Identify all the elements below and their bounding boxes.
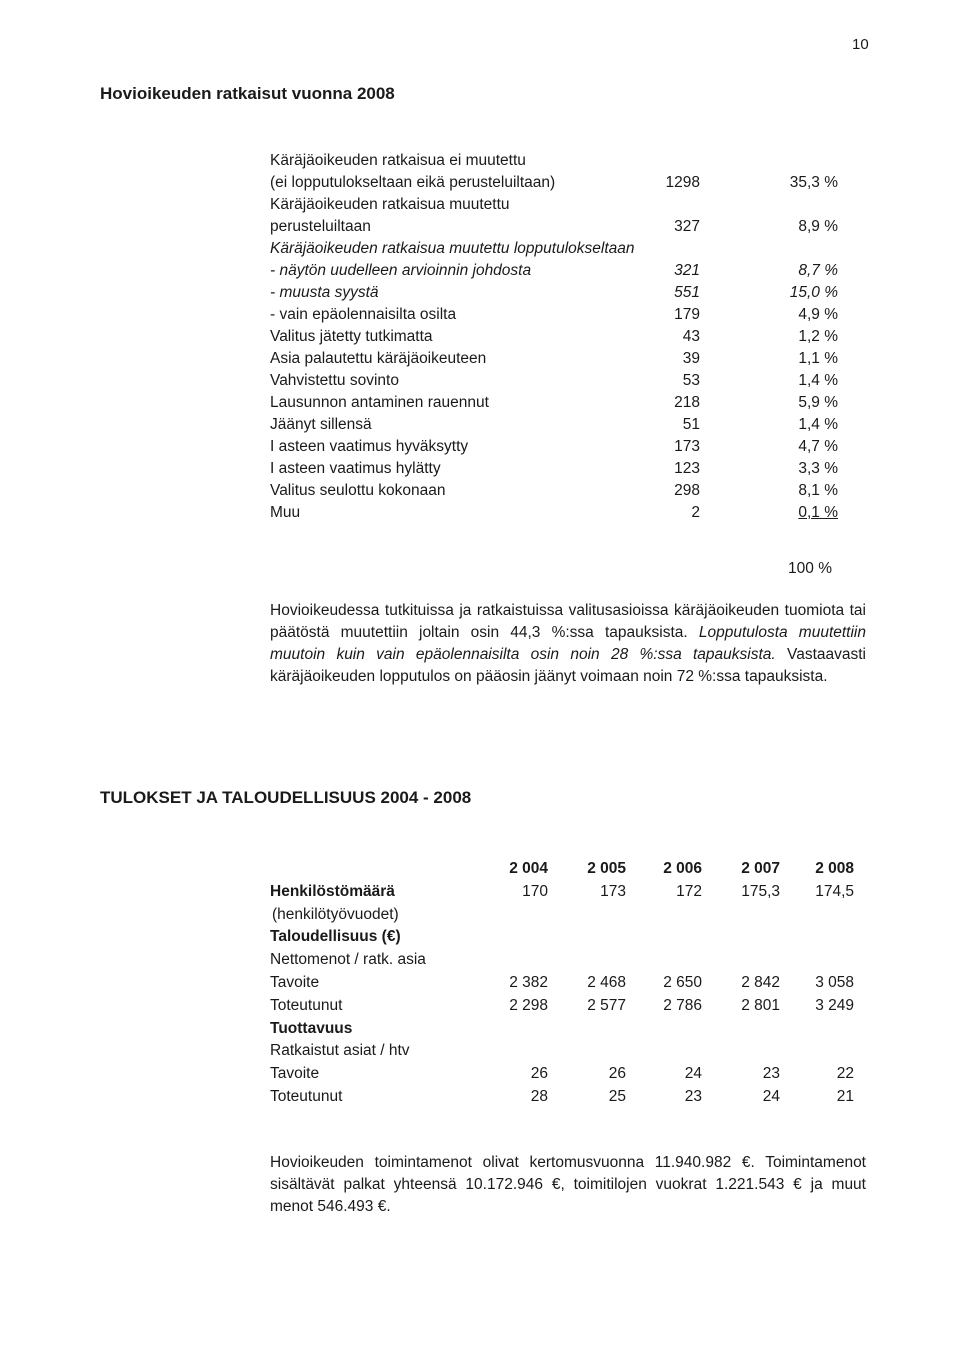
decision-count: 173 [674, 438, 700, 455]
decision-label: - näytön uudelleen arvioinnin johdosta [270, 262, 532, 279]
results-row-label: Taloudellisuus (€) [270, 928, 401, 946]
results-cell: 25 [608, 1087, 626, 1105]
results-row [270, 1040, 860, 1063]
results-cell: 2 468 [587, 973, 626, 991]
year-header: 2 004 [509, 860, 548, 877]
decision-row [270, 216, 850, 238]
results-row-label: Tavoite [270, 973, 320, 991]
results-row [270, 972, 860, 995]
results-row-label: Toteutunut [270, 1087, 343, 1105]
decision-label: perusteluiltaan [270, 218, 371, 235]
decision-label: Valitus jätetty tutkimatta [270, 328, 433, 345]
decision-percent: 1,2 % [798, 328, 838, 345]
decisions-list [270, 150, 850, 524]
decision-label: Asia palautettu käräjäoikeuteen [270, 350, 487, 367]
results-cell: 3 249 [815, 996, 854, 1014]
decision-label: I asteen vaatimus hyväksytty [270, 438, 469, 455]
decision-label: Jäänyt sillensä [270, 416, 372, 433]
results-cell: 24 [762, 1087, 780, 1105]
results-table [270, 858, 860, 1109]
results-cell: 21 [836, 1087, 854, 1105]
decisions-summary-paragraph [270, 600, 866, 688]
section-title-results: TULOKSET JA TALOUDELLISUUS 2004 - 2008 [100, 788, 472, 807]
results-cell: 2 786 [663, 996, 702, 1014]
results-row [270, 926, 860, 949]
results-row [270, 995, 860, 1018]
decision-count: 321 [674, 262, 700, 279]
decision-count: 123 [674, 460, 700, 477]
decision-count: 218 [674, 394, 700, 411]
decision-label: I asteen vaatimus hylätty [270, 460, 441, 477]
summary-text-part2: Lopputulosta muutettiin muutoin kuin vain epäolennaisilta osin noin 28 %:ssa tapauksista. [270, 624, 866, 663]
year-header: 2 005 [587, 860, 626, 877]
results-header-row [270, 858, 860, 881]
decision-percent: 35,3 % [789, 174, 838, 191]
decision-count: 1298 [665, 174, 700, 191]
results-cell: 2 801 [741, 996, 780, 1014]
results-row [270, 1018, 860, 1041]
year-header: 2 006 [663, 860, 702, 877]
decision-label: - muusta syystä [270, 284, 379, 301]
decision-count: 298 [674, 482, 700, 499]
decision-row [270, 260, 850, 282]
decision-count: 53 [682, 372, 700, 389]
results-cell: 172 [676, 882, 702, 900]
decision-row [270, 502, 850, 524]
decision-label: Käräjäoikeuden ratkaisua muutettu lopputulokseltaan [270, 240, 635, 257]
decision-row [270, 414, 850, 436]
results-row-label: Tuottavuus [270, 1019, 353, 1037]
decision-row [270, 150, 850, 172]
decision-label: - vain epäolennaisilta osilta [270, 306, 457, 323]
results-cell: 175,3 [741, 882, 780, 900]
decision-label: Vahvistettu sovinto [270, 372, 399, 389]
decision-row [270, 304, 850, 326]
results-row-label: Ratkaistut asiat / htv [270, 1042, 410, 1060]
decision-count: 39 [682, 350, 700, 367]
decision-count: 551 [674, 284, 700, 301]
summary-text-part3: Vastaavasti käräjäoikeuden lopputulos on pääosin jäänyt voimaan noin 72 %:ssa tapauksista. [270, 646, 866, 685]
results-cell: 26 [530, 1065, 548, 1083]
results-cell: 2 577 [587, 996, 626, 1014]
decision-percent: 5,9 % [798, 394, 838, 411]
results-row [270, 904, 860, 927]
decision-row [270, 172, 850, 194]
decision-row [270, 392, 850, 414]
decision-percent: 1,1 % [798, 350, 838, 367]
results-cell: 23 [762, 1065, 780, 1083]
results-cell: 24 [684, 1065, 702, 1083]
decision-row [270, 436, 850, 458]
decision-row [270, 348, 850, 370]
page-number: 10 [852, 36, 869, 53]
summary-text-part1: Hovioikeudessa tutkituissa ja ratkaistuissa valitusasioissa käräjäoikeuden tuomiota tai päätöstä muutettiin joltain osin 44,3 %:ssa tapauksista. [270, 602, 866, 641]
results-row-label: (henkilötyövuodet) [272, 905, 399, 923]
decision-label: Muu [270, 504, 301, 521]
decision-label: Käräjäoikeuden ratkaisua ei muutettu [270, 152, 526, 169]
results-cell: 174,5 [815, 882, 854, 900]
decision-percent: 1,4 % [798, 372, 838, 389]
decision-percent: 1,4 % [798, 416, 838, 433]
decision-percent: 4,9 % [798, 306, 838, 323]
decision-count: 2 [691, 504, 700, 521]
results-cell: 28 [530, 1087, 548, 1105]
decision-label: Valitus seulottu kokonaan [270, 482, 446, 499]
decision-label: (ei lopputulokseltaan eikä perusteluiltaan) [270, 174, 556, 191]
results-cell: 2 650 [663, 973, 702, 991]
results-row-label: Toteutunut [270, 996, 343, 1014]
decision-label: Lausunnon antaminen rauennut [270, 394, 489, 411]
expenses-paragraph: Hovioikeuden toimintamenot olivat kertomusvuonna 11.940.982 €. Toimintamenot sisältävät palkat yhteensä 10.172.946 €, toimitilojen vuokrat 1.221.543 € ja muut menot 546.493 €. [270, 1154, 866, 1215]
results-row [270, 949, 860, 972]
decision-count: 327 [674, 218, 700, 235]
results-cell: 173 [600, 882, 626, 900]
year-header: 2 008 [815, 860, 854, 877]
results-cell: 23 [684, 1087, 702, 1105]
decision-percent: 4,7 % [798, 438, 838, 455]
decision-count: 179 [674, 306, 700, 323]
decision-count: 43 [682, 328, 700, 345]
results-cell: 22 [836, 1065, 854, 1083]
results-row-label: Nettomenot / ratk. asia [270, 951, 426, 969]
year-header: 2 007 [741, 860, 780, 877]
results-cell: 2 382 [509, 973, 548, 991]
decision-row [270, 458, 850, 480]
results-cell: 170 [522, 882, 548, 900]
decision-percent: 15,0 % [789, 284, 838, 301]
decision-percent: 8,7 % [798, 262, 838, 279]
decision-row [270, 194, 850, 216]
results-cell: 3 058 [815, 973, 854, 991]
results-row-label: Tavoite [270, 1065, 320, 1083]
decision-label: Käräjäoikeuden ratkaisua muutettu [270, 196, 510, 213]
results-row [270, 1086, 860, 1109]
results-cell: 26 [608, 1065, 626, 1083]
decision-percent: 8,1 % [798, 482, 838, 499]
decision-percent: 3,3 % [798, 460, 838, 477]
decision-percent: 0,1 % [798, 504, 838, 521]
section-title-decisions: Hovioikeuden ratkaisut vuonna 2008 [100, 84, 395, 103]
decision-row [270, 370, 850, 392]
decision-row [270, 480, 850, 502]
decisions-total: 100 % [788, 560, 832, 577]
results-cell: 2 298 [509, 996, 548, 1014]
decision-row [270, 282, 850, 304]
results-row [270, 881, 860, 904]
decision-row [270, 238, 850, 260]
decision-percent: 8,9 % [798, 218, 838, 235]
results-row-label: Henkilöstömäärä [270, 882, 395, 900]
results-row [270, 1063, 860, 1086]
decision-row [270, 326, 850, 348]
results-cell: 2 842 [741, 973, 780, 991]
decision-count: 51 [682, 416, 700, 433]
